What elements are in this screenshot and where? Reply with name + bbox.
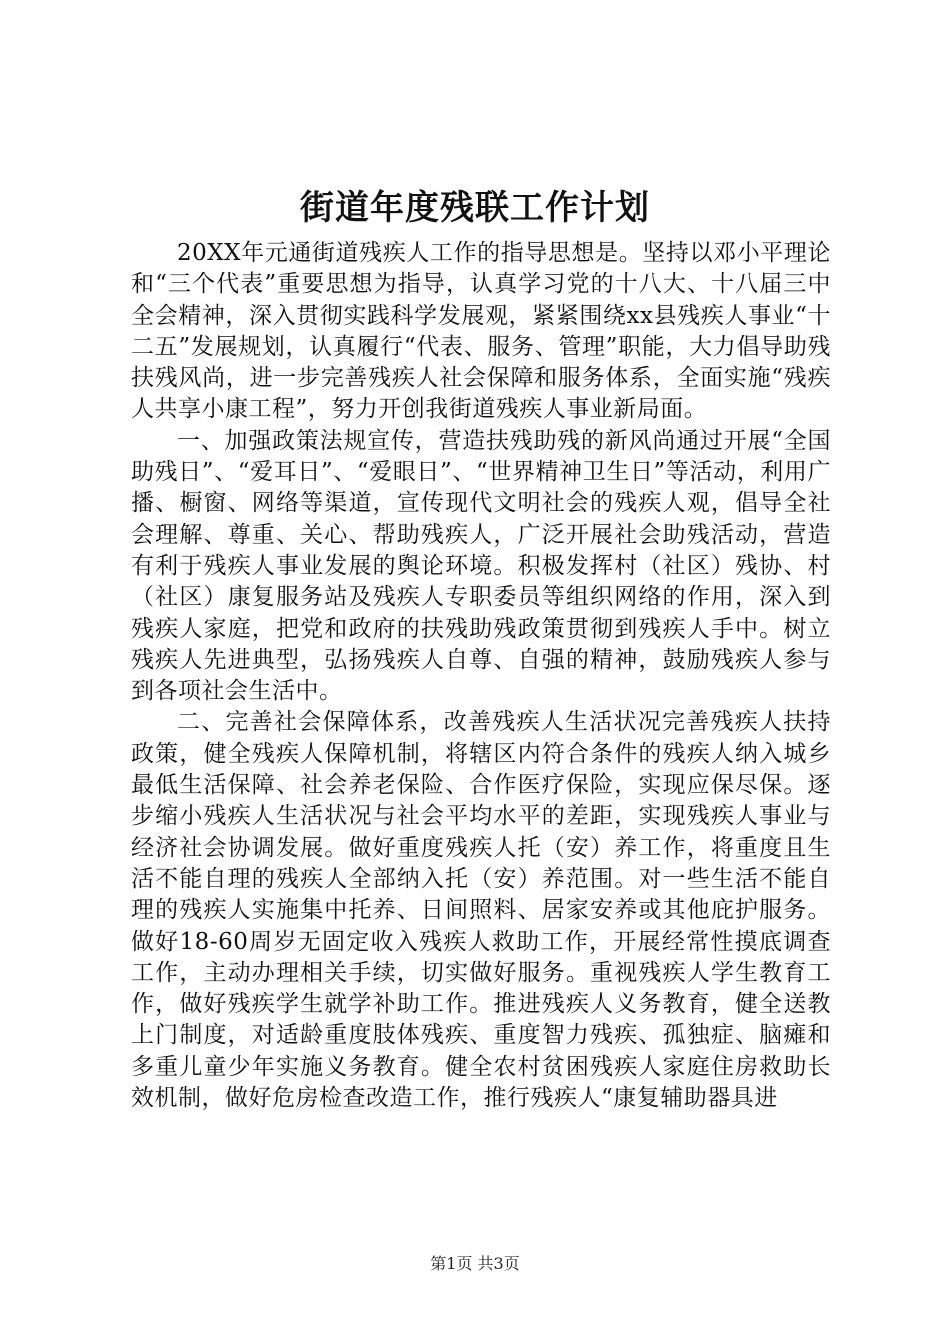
paragraph-intro: 20XX年元通街道残疾人工作的指导思想是。坚持以邓小平理论和“三个代表”重要思想为指导，认真学习党的十八大、十八届三中全会精神，深入贯彻实践科学发展观，紧紧围绕xx县残疾人事业“十二五”发展规划，认真履行“代表、服务、管理”职能，大力倡导助残扶残风尚，进一步完善残疾人社会保障和服务体系，全面实施“残疾人共享小康工程”，努力开创我街道残疾人事业新局面。 [131,240,831,423]
document-title: 街道年度残联工作计划 [300,188,650,228]
paragraph-section-one: 一、加强政策法规宣传，营造扶残助残的新风尚通过开展“全国助残日”、“爱耳日”、“爱眼日”、“世界精神卫生日”等活动，利用广播、橱窗、网络等渠道，宣传现代文明社会的残疾人观，倡导全社会理解、尊重、关心、帮助残疾人，广泛开展社会助残活动，营造有利于残疾人事业发展的舆论环境。积极发挥村（社区）残协、村（社区）康复服务站及残疾人专职委员等组织网络的作用，深入到残疾人家庭，把党和政府的扶残助残政策贯彻到残疾人手中。树立残疾人先进典型，弘扬残疾人自尊、自强的精神，鼓励残疾人参与到各项社会生活中。 [131,427,831,705]
paragraph-section-two: 二、完善社会保障体系，改善残疾人生活状况完善残疾人扶持政策，健全残疾人保障机制，将辖区内符合条件的残疾人纳入城乡最低生活保障、社会养老保险、合作医疗保险，实现应保尽保。逐步缩小残疾人生活状况与社会平均水平的差距，实现残疾人事业与经济社会协调发展。做好重度残疾人托（安）养工作，将重度且生活不能自理的残疾人全部纳入托（安）养范围。对一些生活不能自理的残疾人实施集中托养、日间照料、居家安养或其他庇护服务。做好18-60周岁无固定收入残疾人救助工作，开展经常性摸底调查工作，主动办理相关手续，切实做好服务。重视残疾人学生教育工作，做好残疾学生就学补助工作。推进残疾人义务教育，健全送教上门制度，对适龄重度肢体残疾、重度智力残疾、孤独症、脑瘫和多重儿童少年实施义务教育。健全农村贫困残疾人家庭住房救助长效机制，做好危房检查改造工作，推行残疾人“康复辅助器具进 [131,709,831,1112]
document-body [131,238,831,1114]
page-footer: 第1页 共3页 [430,1254,520,1273]
